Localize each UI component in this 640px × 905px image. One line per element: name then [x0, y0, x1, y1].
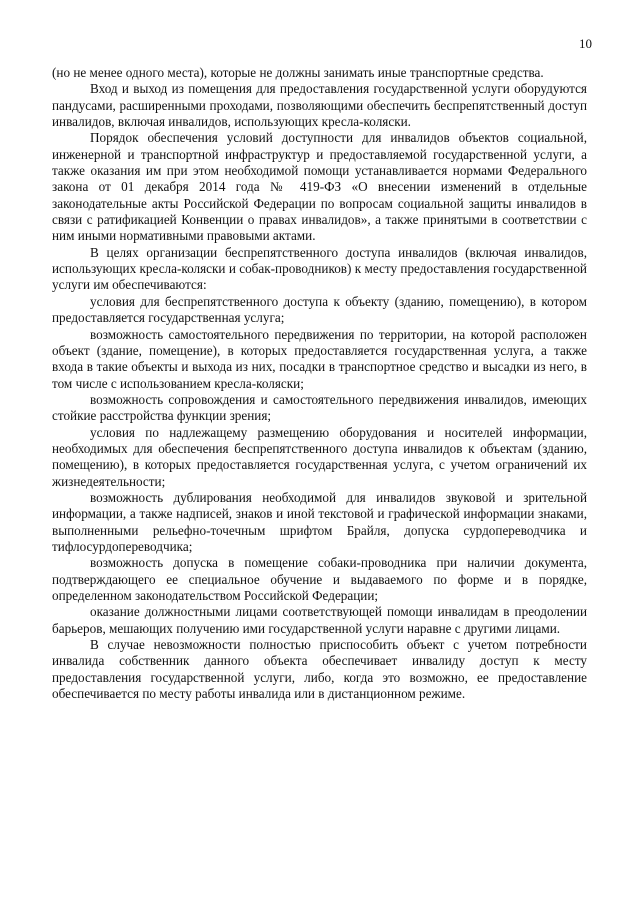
document-body — [52, 65, 587, 702]
paragraph-parking-continuation: (но не менее одного места), которые не должны занимать иные транспортные средства. — [52, 65, 544, 80]
list-item-information-duplication: возможность дублирования необходимой для инвалидов звуковой и зрительной информации, а также надписей, знаков и иной текстовой и графической информации знаками, выполненными рельефно-точечным шрифтом Брайля, допуска сурдопереводчика и тифлосурдопереводчика; — [52, 489, 587, 554]
paragraph-alternative-provision: В случае невозможности полностью приспособить объект с учетом потребности инвалида собственник данного объекта обеспечивает инвалиду доступ к месту предоставления государственной услуги, либо, когда это возможно, ее предоставление обеспечивается по месту работы инвалида или в дистанционном режиме. — [52, 637, 587, 702]
page-number: 10 — [579, 36, 592, 51]
list-item-staff-assistance: оказание должностными лицами соответствующей помощи инвалидам в преодолении барьеров, мешающих получению ими государственной услуги наравне с другими лицами. — [52, 604, 587, 636]
paragraph-access-goals: В целях организации беспрепятственного доступа инвалидов (включая инвалидов, использующих кресла-коляски и собак-проводников) к месту предоставления государственной услуги им обеспечиваются: — [52, 244, 587, 293]
list-item-escort-visually-impaired: возможность сопровождения и самостоятельного передвижения инвалидов, имеющих стойкие расстройства функции зрения; — [52, 391, 587, 424]
list-item-equipment-placement: условия по надлежащему размещению оборудования и носителей информации, необходимых для обеспечения беспрепятственного доступа инвалидов к объектам (зданию, помещению), в которых предоставляется государственная услуга, с учетом ограничений их жизнедеятельности; — [52, 424, 587, 489]
paragraph-entrance-ramps: Вход и выход из помещения для предоставления государственной услуги оборудуются пандусами, расширенными проходами, позволяющими обеспечить беспрепятственный доступ инвалидов, включая инвалидов, использующих кресла-коляски. — [52, 81, 587, 130]
paragraph-accessibility-procedure: Порядок обеспечения условий доступности для инвалидов объектов социальной, инженерной и транспортной инфраструктур и предоставляемой государственной услуги, а также оказания им при этом необходимой помощи устанавливается нормами Федерального закона от 01 декабря 2014 года № 419-ФЗ «О внесении изменений в отдельные законодательные акты Российской Федерации по вопросам социальной защиты инвалидов в связи с ратификацией Конвенции о правах инвалидов», а также принятыми в соответствии с ним иными нормативными правовыми актами. — [52, 130, 587, 244]
list-item-independent-movement: возможность самостоятельного передвижения по территории, на которой расположен объект (здание, помещение), в которых предоставляется государственная услуга, а также входа в такие объекты и выхода из них, посадки в транспортное средство и высадки из него, в том числе с использованием кресла-коляски; — [52, 326, 587, 391]
list-item-guide-dog-admission: возможность допуска в помещение собаки-проводника при наличии документа, подтверждающего ее специальное обучение и выдаваемого по форме и в порядке, определенном законодательством Российской Федерации; — [52, 555, 587, 603]
list-item-unobstructed-access: условия для беспрепятственного доступа к объекту (зданию, помещению), в котором предоставляется государственная услуга; — [52, 293, 587, 326]
